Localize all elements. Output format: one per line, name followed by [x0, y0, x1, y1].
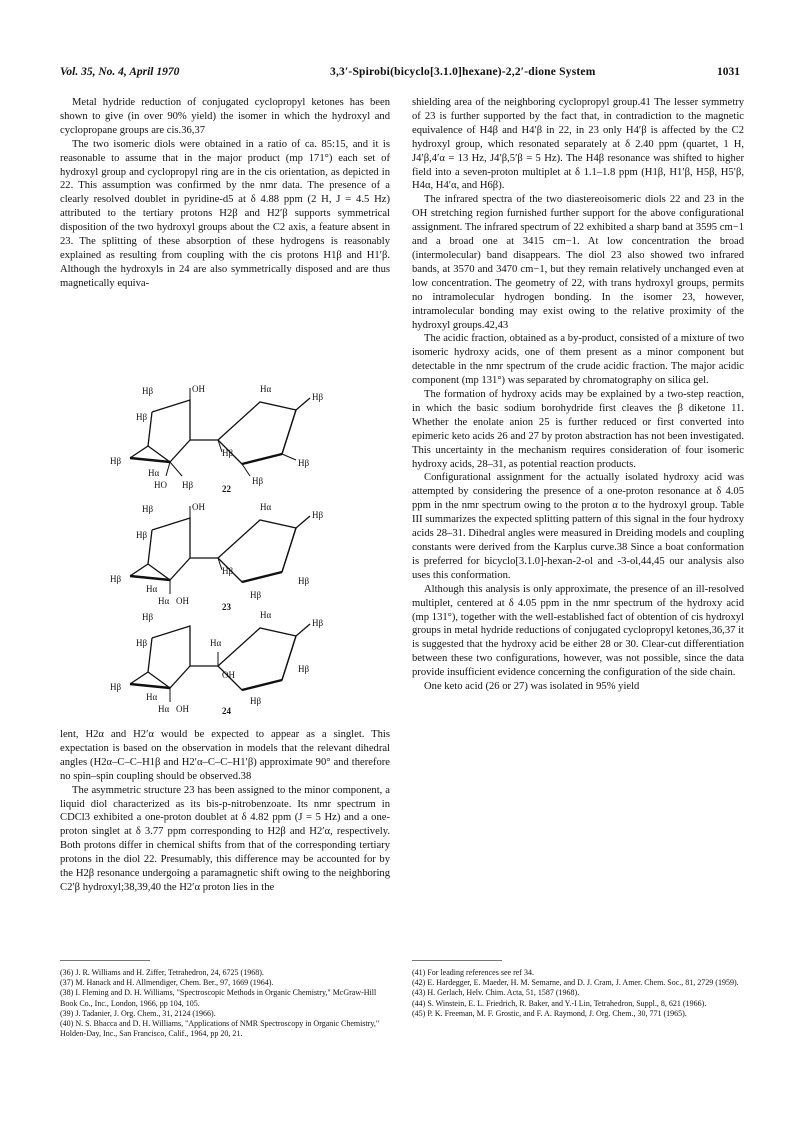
- structure-diagrams: [110, 380, 340, 716]
- atom-label: OH: [176, 596, 189, 606]
- paragraph: Although this analysis is only approximate, the presence of an ill-resolved multiplet, centered at δ 4.05 ppm in the nmr spectrum of the hydroxy acid (mp 131°), together with the well-established fact of obtention of cis hydroxyl groups in metal hydride reductions of conjugated cyclopropyl ketones,36,37 it is suggested that the hydroxy acid be either 28 or 30. Clear-cut differentiation between these two configurations, however, was not possible, since the data provide insufficient evidence concerning the configuration of the side chain.: [412, 583, 744, 679]
- atom-label: Hβ: [142, 612, 154, 622]
- atom-label: Hα: [260, 502, 272, 512]
- atom-label: OH: [176, 704, 189, 714]
- atom-label: Hβ: [136, 530, 148, 540]
- footnote-rule: [412, 960, 502, 961]
- left-column-upper: [60, 96, 390, 291]
- structures-figure: [110, 380, 340, 716]
- atom-label: Hβ: [110, 682, 122, 692]
- paragraph: lent, H2α and H2′α would be expected to appear as a singlet. This expectation is based on the observation in models that the relevant dihedral angles (H2α–C–C–H1β and H2′α–C–C–H1′β) approximate 90° and therefore no spin–spin coupling should be observed.38: [60, 729, 390, 782]
- atom-label: Hα: [158, 704, 170, 714]
- atom-label: Hβ: [312, 510, 324, 520]
- page-number: 1031: [717, 66, 740, 78]
- atom-label: Hβ: [298, 458, 310, 468]
- structure-22: [110, 384, 323, 494]
- atom-label: Hβ: [298, 664, 310, 674]
- reference-item: (37) M. Hanack and H. Allmendiger, Chem. Ber., 97, 1669 (1964).: [60, 978, 274, 988]
- atom-label: OH: [222, 670, 235, 680]
- atom-label: Hα: [148, 468, 160, 478]
- reference-item: (38) I. Fleming and D. H. Williams, "Spectroscopic Methods in Organic Chemistry," McGraw-Hill Book Co., Inc., London, 1966, pp 104, 105.: [60, 988, 377, 1008]
- atom-label: Hβ: [312, 392, 324, 402]
- atom-label: Hβ: [250, 696, 262, 706]
- article-running-title: 3,3′-Spirobi(bicyclo[3.1.0]hexane)-2,2′-dione System: [330, 66, 596, 78]
- atom-label: OH: [192, 502, 205, 512]
- atom-label: Hα: [260, 610, 272, 620]
- structure-24: [110, 610, 323, 716]
- atom-label: Hβ: [222, 566, 234, 576]
- atom-label: Hα: [158, 596, 170, 606]
- reference-item: (36) J. R. Williams and H. Ziffer, Tetrahedron, 24, 6725 (1968).: [60, 968, 264, 977]
- atom-label: Hα: [146, 584, 158, 594]
- atom-label: Hβ: [110, 456, 122, 466]
- compound-number: 23: [222, 602, 231, 612]
- reference-item: (41) For leading references see ref 34.: [412, 968, 534, 977]
- reference-item: (40) N. S. Bhacca and D. H. Williams, "Applications of NMR Spectroscopy in Organic Chemistry," Holden-Day, Inc., San Francisco, Calif., 1964, pp 20, 21.: [60, 1019, 380, 1039]
- compound-number: 22: [222, 484, 231, 494]
- paragraph: Metal hydride reduction of conjugated cyclopropyl ketones has been shown to give (in over 90% yield) the isomer in which the hydroxyl and cyclopropane groups are cis.36,37: [60, 97, 390, 136]
- reference-item: (42) E. Hardegger, E. Maeder, H. M. Semarne, and D. J. Cram, J. Amer. Chem. Soc., 81, 2729 (1959).: [412, 978, 739, 988]
- atom-label: Hβ: [142, 504, 154, 514]
- paragraph: shielding area of the neighboring cyclopropyl group.41 The lesser symmetry of 23 is further supported by the fact that, in contradiction to the magnetic equivalence of H4β and H4′β in 22, in 23 only H4′β is affected by the C2 hydroxyl group, which resonated separately at δ 2.40 ppm (quartet, 1 H, J4′β,4′α = 13 Hz, J4′β,5′β = 5 Hz). The H4β resonance was shifted to higher field into a seven-proton multiplet at δ 1.1–1.8 ppm (H1β, H1′β, H5β, H5′β, H4α, H4′α, and H6β).: [412, 97, 744, 192]
- journal-volume: Vol. 35, No. 4, April 1970: [60, 66, 180, 78]
- atom-label: HO: [154, 480, 167, 490]
- paragraph: One keto acid (26 or 27) was isolated in 95% yield: [424, 681, 640, 693]
- reference-item: (39) J. Tadanier, J. Org. Chem., 31, 2124 (1966).: [60, 1008, 216, 1018]
- atom-label: Hβ: [298, 576, 310, 586]
- atom-label: OH: [192, 384, 205, 394]
- footnote-rule: [60, 960, 150, 961]
- reference-item: (43) H. Gerlach, Helv. Chim. Acta, 51, 1587 (1968).: [412, 988, 580, 998]
- paragraph: The two isomeric diols were obtained in a ratio of ca. 85:15, and it is reasonable to assume that in the major product (mp 171°) each set of hydroxyl group and cyclopropyl ring are in the cis orientation, as depicted in 22. This assumption was confirmed by the nmr data. The presence of a clearly resolved doublet in pyridine-d5 at δ 4.88 ppm (2 H, J = 4.5 Hz) attributed to the tertiary protons H2β and H2′β supports symmetrical disposition of the two hydroxyl groups about the C2 axis, a feature absent in 23. The splitting of these absorption of these hydrogens is reasonably explained as resulting from coupling with the cis protons H1β and H1′β. Although the hydroxyls in 24 are also symmetrically disposed and are thus magnetically equiva-: [60, 138, 390, 289]
- atom-label: Hβ: [182, 480, 194, 490]
- atom-label: Hβ: [222, 448, 234, 458]
- paragraph: Configurational assignment for the actually isolated hydroxy acid was attempted by considering the presence of a one-proton resonance at δ 4.05 ppm in the nmr spectrum owing to the proton α to the hydroxyl group. Table III summarizes the expected splitting pattern of this signal in the four hydroxy acids 28–31. Dihedral angles were measured in Dreiding models and coupling constants were derived from the Karplus curve.38 Since a boat conformation is preferred for bicyclo[3.1.0]-hexan-2-ol and -3-ol,44,45 our analysis also uses this conformation.: [412, 472, 744, 581]
- structure-23: [110, 502, 323, 612]
- atom-label: Hβ: [136, 412, 148, 422]
- atom-label: Hα: [146, 692, 158, 702]
- atom-label: Hβ: [136, 638, 148, 648]
- left-column-lower: [60, 728, 390, 895]
- atom-label: Hβ: [312, 618, 324, 628]
- atom-label: Hα: [260, 384, 272, 394]
- references-left: [60, 968, 390, 1039]
- paragraph: The acidic fraction, obtained as a by-product, consisted of a mixture of two isomeric hydroxy acids, one of them present as a minor component but detectable in the nmr spectrum of the crude acidic fraction. The major acidic component (mp 131°) was separated by chromatography on silica gel.: [412, 333, 744, 387]
- atom-label: Hα: [210, 638, 222, 648]
- compound-number: 24: [222, 706, 231, 716]
- reference-item: (45) P. K. Freeman, M. F. Grostic, and F. A. Raymond, J. Org. Chem., 30, 771 (1965).: [412, 1008, 687, 1018]
- atom-label: Hβ: [252, 476, 264, 486]
- running-header: [60, 66, 740, 86]
- atom-label: Hβ: [250, 590, 262, 600]
- paragraph: The asymmetric structure 23 has been assigned to the minor component, a liquid diol characterized as its bis-p-nitrobenzoate. Its nmr spectrum in CDCl3 exhibited a one-proton doublet at δ 4.82 ppm (J = 5 Hz) and a one-proton singlet at δ 3.77 ppm corresponding to H2β and H2′α, respectively. Both protons differ in chemical shifts from that of the corresponding tertiary protons in the diol 22. Presumably, this difference may be accounted for by the H2β resonance undergoing a paramagnetic shift owing to the neighboring C2′β hydroxyl;38,39,40 the H2′α proton lies in the: [60, 784, 390, 893]
- reference-item: (44) S. Winstein, E. L. Friedrich, R. Baker, and Y.-I Lin, Tetrahedron, Suppl., 8, 621 (1966).: [412, 998, 707, 1008]
- paragraph: The infrared spectra of the two diastereoisomeric diols 22 and 23 in the OH stretching region furnished further support for the above configurational assignment. The infrared spectrum of 22 exhibited a sharp band at 3595 cm−1 and a broad one at 3415 cm−1. At low concentration the broad (intermolecular) band disappears. The diol 23 also showed two infrared bands, at 3570 and 3470 cm−1, but they remain relatively unchanged even at low concentration. The geometry of 22, with trans hydroxyl groups, permits no intramolecular hydrogen bonding. In the isomer 23, however, intramolecular bonding may exist owing to the relative proximity of the hydroxyl groups.42,43: [412, 194, 744, 331]
- atom-label: Hβ: [142, 386, 154, 396]
- right-column: [412, 96, 744, 694]
- references-right: [412, 968, 744, 1019]
- atom-label: Hβ: [110, 574, 122, 584]
- paragraph: The formation of hydroxy acids may be explained by a two-step reaction, in which the basic sodium borohydride first cleaves the β diketone 11. Whether the enolate anion 25 is further reduced or first converted into epimeric keto acids 26 and 27 by proton abstraction has not been investigated. This uncertainty in the mechanism requires consideration of four isomeric hydroxy acids, 28–31, as potential reaction products.: [412, 389, 744, 470]
